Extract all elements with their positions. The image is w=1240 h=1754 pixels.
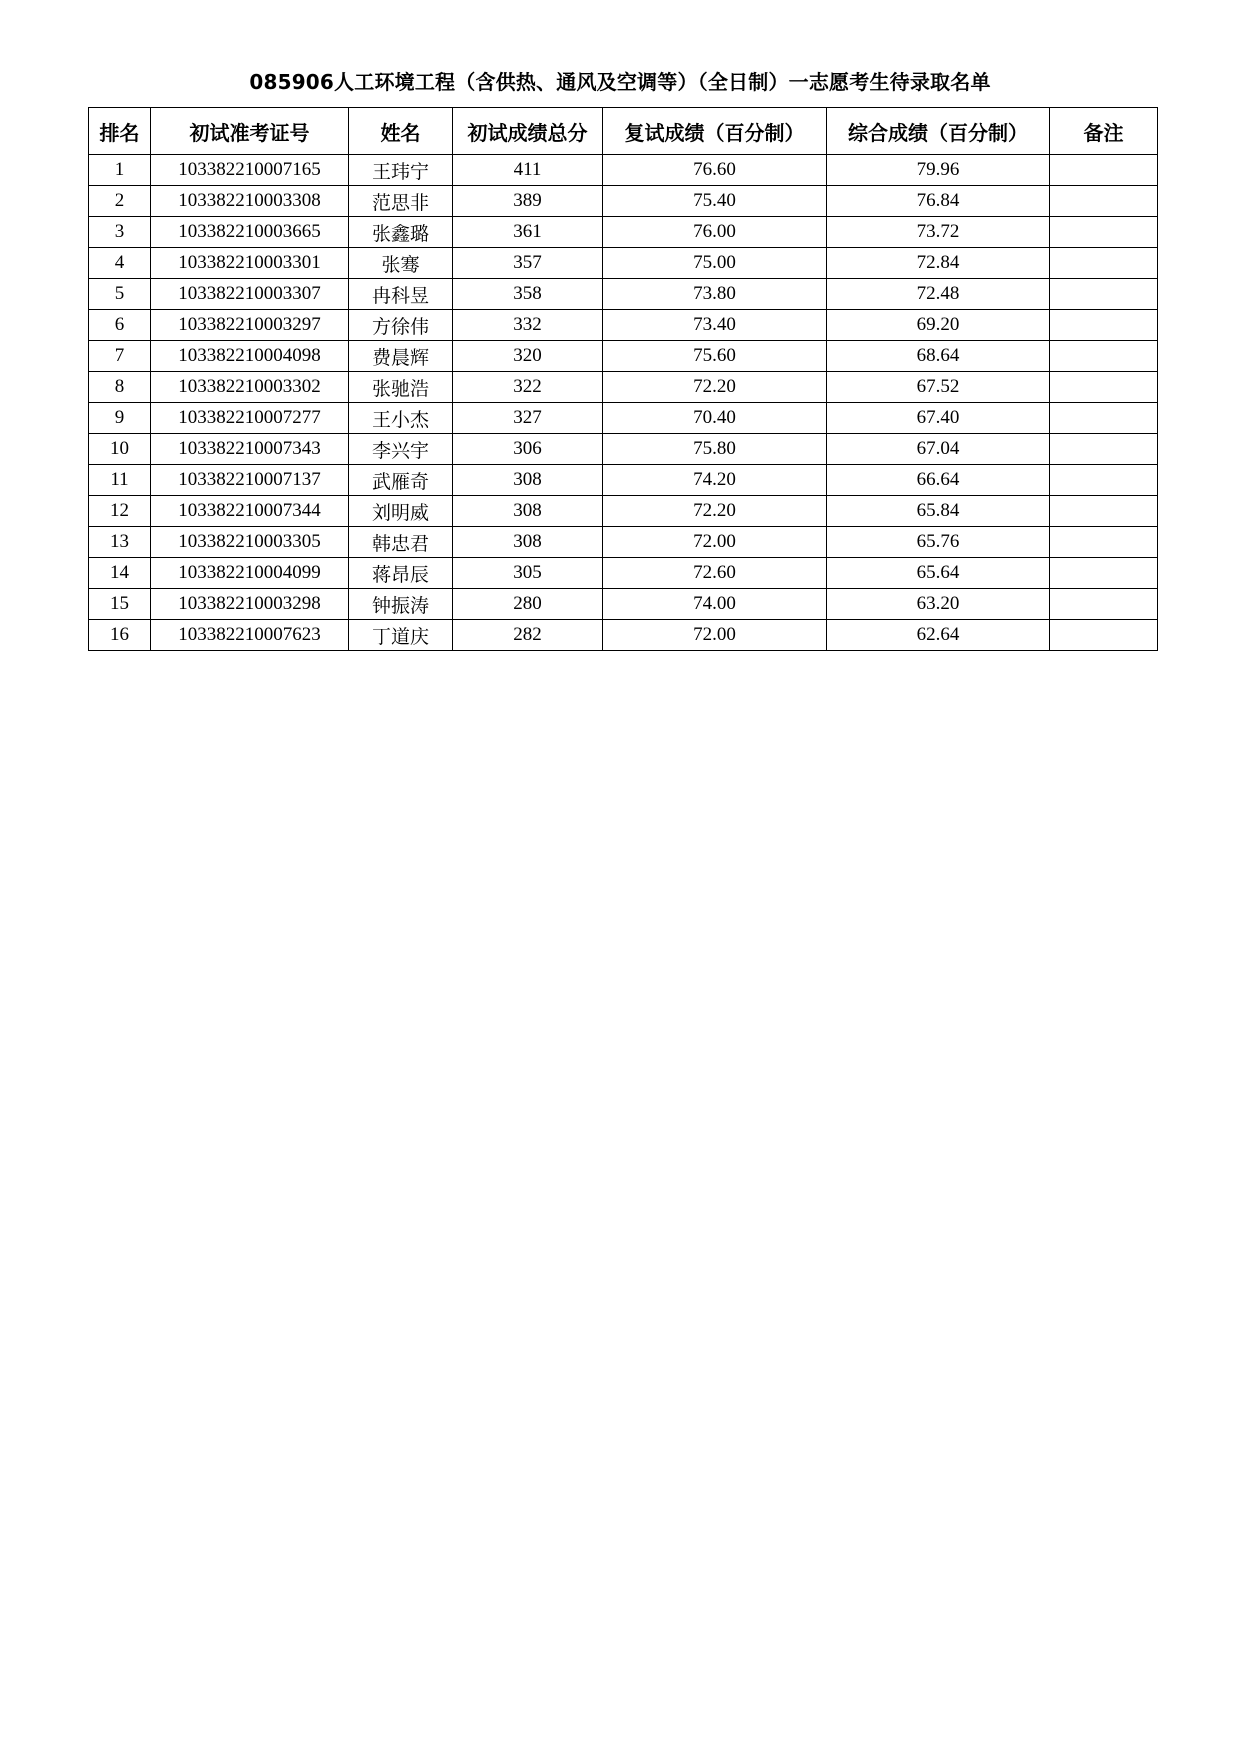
table-row — [89, 620, 1158, 651]
header-remarks: 备注 — [1050, 108, 1158, 155]
cell-retest-score: 70.40 — [603, 403, 827, 434]
cell-prelim-total: 389 — [453, 186, 603, 217]
cell-composite-score: 65.76 — [827, 527, 1050, 558]
cell-prelim-total: 280 — [453, 589, 603, 620]
cell-remarks — [1050, 310, 1158, 341]
cell-remarks — [1050, 155, 1158, 186]
cell-retest-score: 76.00 — [603, 217, 827, 248]
cell-remarks — [1050, 465, 1158, 496]
header-exam-id: 初试准考证号 — [151, 108, 349, 155]
cell-retest-score: 75.80 — [603, 434, 827, 465]
cell-retest-score: 74.00 — [603, 589, 827, 620]
table-row — [89, 527, 1158, 558]
table-row — [89, 372, 1158, 403]
cell-name: 丁道庆 — [349, 620, 453, 651]
header-composite-score: 综合成绩（百分制） — [827, 108, 1050, 155]
table-header — [89, 108, 1158, 155]
cell-name: 张骞 — [349, 248, 453, 279]
cell-remarks — [1050, 186, 1158, 217]
cell-rank: 16 — [89, 620, 151, 651]
cell-composite-score: 72.84 — [827, 248, 1050, 279]
header-retest-score: 复试成绩（百分制） — [603, 108, 827, 155]
table-row — [89, 155, 1158, 186]
cell-exam-id: 103382210007165 — [151, 155, 349, 186]
cell-rank: 12 — [89, 496, 151, 527]
cell-composite-score: 65.84 — [827, 496, 1050, 527]
cell-retest-score: 72.20 — [603, 496, 827, 527]
cell-retest-score: 75.00 — [603, 248, 827, 279]
cell-composite-score: 67.52 — [827, 372, 1050, 403]
table-row — [89, 186, 1158, 217]
cell-exam-id: 103382210007343 — [151, 434, 349, 465]
cell-rank: 8 — [89, 372, 151, 403]
cell-prelim-total: 327 — [453, 403, 603, 434]
cell-retest-score: 74.20 — [603, 465, 827, 496]
cell-remarks — [1050, 341, 1158, 372]
cell-retest-score: 72.20 — [603, 372, 827, 403]
page-title: 085906人工环境工程（含供热、通风及空调等）（全日制）一志愿考生待录取名单 — [249, 70, 991, 94]
cell-retest-score: 75.40 — [603, 186, 827, 217]
cell-composite-score: 72.48 — [827, 279, 1050, 310]
cell-remarks — [1050, 403, 1158, 434]
cell-exam-id: 103382210003308 — [151, 186, 349, 217]
cell-composite-score: 69.20 — [827, 310, 1050, 341]
header-name: 姓名 — [349, 108, 453, 155]
cell-rank: 2 — [89, 186, 151, 217]
cell-exam-id: 103382210003301 — [151, 248, 349, 279]
cell-prelim-total: 332 — [453, 310, 603, 341]
cell-name: 费晨辉 — [349, 341, 453, 372]
cell-prelim-total: 282 — [453, 620, 603, 651]
table-row — [89, 217, 1158, 248]
cell-retest-score: 72.60 — [603, 558, 827, 589]
cell-retest-score: 76.60 — [603, 155, 827, 186]
header-row — [89, 108, 1158, 155]
cell-exam-id: 103382210003665 — [151, 217, 349, 248]
table-row — [89, 558, 1158, 589]
cell-composite-score: 73.72 — [827, 217, 1050, 248]
cell-remarks — [1050, 527, 1158, 558]
table-row — [89, 465, 1158, 496]
cell-remarks — [1050, 279, 1158, 310]
cell-composite-score: 63.20 — [827, 589, 1050, 620]
table-row — [89, 434, 1158, 465]
table-row — [89, 310, 1158, 341]
cell-retest-score: 72.00 — [603, 620, 827, 651]
cell-prelim-total: 308 — [453, 527, 603, 558]
cell-exam-id: 103382210003305 — [151, 527, 349, 558]
cell-composite-score: 79.96 — [827, 155, 1050, 186]
cell-composite-score: 68.64 — [827, 341, 1050, 372]
cell-rank: 5 — [89, 279, 151, 310]
cell-remarks — [1050, 434, 1158, 465]
cell-name: 张鑫璐 — [349, 217, 453, 248]
table-row — [89, 341, 1158, 372]
cell-remarks — [1050, 620, 1158, 651]
cell-rank: 13 — [89, 527, 151, 558]
cell-prelim-total: 357 — [453, 248, 603, 279]
cell-name: 王玮宁 — [349, 155, 453, 186]
cell-rank: 14 — [89, 558, 151, 589]
cell-prelim-total: 411 — [453, 155, 603, 186]
cell-name: 刘明威 — [349, 496, 453, 527]
cell-remarks — [1050, 217, 1158, 248]
cell-name: 韩忠君 — [349, 527, 453, 558]
cell-rank: 10 — [89, 434, 151, 465]
cell-name: 方徐伟 — [349, 310, 453, 341]
cell-rank: 1 — [89, 155, 151, 186]
cell-exam-id: 103382210007623 — [151, 620, 349, 651]
cell-name: 张驰浩 — [349, 372, 453, 403]
cell-prelim-total: 308 — [453, 496, 603, 527]
cell-name: 李兴宇 — [349, 434, 453, 465]
cell-exam-id: 103382210007344 — [151, 496, 349, 527]
cell-composite-score: 76.84 — [827, 186, 1050, 217]
cell-name: 范思非 — [349, 186, 453, 217]
cell-rank: 7 — [89, 341, 151, 372]
cell-exam-id: 103382210003297 — [151, 310, 349, 341]
cell-name: 武雁奇 — [349, 465, 453, 496]
cell-name: 蒋昂辰 — [349, 558, 453, 589]
cell-rank: 3 — [89, 217, 151, 248]
cell-retest-score: 72.00 — [603, 527, 827, 558]
cell-composite-score: 62.64 — [827, 620, 1050, 651]
table-row — [89, 279, 1158, 310]
admission-list-table — [88, 107, 1158, 651]
cell-rank: 15 — [89, 589, 151, 620]
table-row — [89, 496, 1158, 527]
cell-remarks — [1050, 372, 1158, 403]
cell-composite-score: 67.40 — [827, 403, 1050, 434]
cell-name: 钟振涛 — [349, 589, 453, 620]
cell-composite-score: 65.64 — [827, 558, 1050, 589]
cell-composite-score: 67.04 — [827, 434, 1050, 465]
cell-exam-id: 103382210003298 — [151, 589, 349, 620]
cell-name: 王小杰 — [349, 403, 453, 434]
cell-retest-score: 73.40 — [603, 310, 827, 341]
cell-retest-score: 73.80 — [603, 279, 827, 310]
cell-remarks — [1050, 496, 1158, 527]
cell-retest-score: 75.60 — [603, 341, 827, 372]
table-row — [89, 403, 1158, 434]
cell-exam-id: 103382210003307 — [151, 279, 349, 310]
header-rank: 排名 — [89, 108, 151, 155]
cell-remarks — [1050, 248, 1158, 279]
header-prelim-total: 初试成绩总分 — [453, 108, 603, 155]
cell-exam-id: 103382210004099 — [151, 558, 349, 589]
cell-remarks — [1050, 558, 1158, 589]
cell-rank: 6 — [89, 310, 151, 341]
table-row — [89, 248, 1158, 279]
cell-rank: 11 — [89, 465, 151, 496]
cell-exam-id: 103382210007277 — [151, 403, 349, 434]
cell-prelim-total: 320 — [453, 341, 603, 372]
cell-prelim-total: 361 — [453, 217, 603, 248]
cell-prelim-total: 308 — [453, 465, 603, 496]
cell-exam-id: 103382210007137 — [151, 465, 349, 496]
cell-rank: 4 — [89, 248, 151, 279]
cell-prelim-total: 306 — [453, 434, 603, 465]
cell-exam-id: 103382210004098 — [151, 341, 349, 372]
cell-rank: 9 — [89, 403, 151, 434]
cell-prelim-total: 322 — [453, 372, 603, 403]
table-row — [89, 589, 1158, 620]
cell-name: 冉科昱 — [349, 279, 453, 310]
cell-prelim-total: 305 — [453, 558, 603, 589]
cell-exam-id: 103382210003302 — [151, 372, 349, 403]
cell-composite-score: 66.64 — [827, 465, 1050, 496]
cell-remarks — [1050, 589, 1158, 620]
cell-prelim-total: 358 — [453, 279, 603, 310]
table-body — [89, 155, 1158, 651]
